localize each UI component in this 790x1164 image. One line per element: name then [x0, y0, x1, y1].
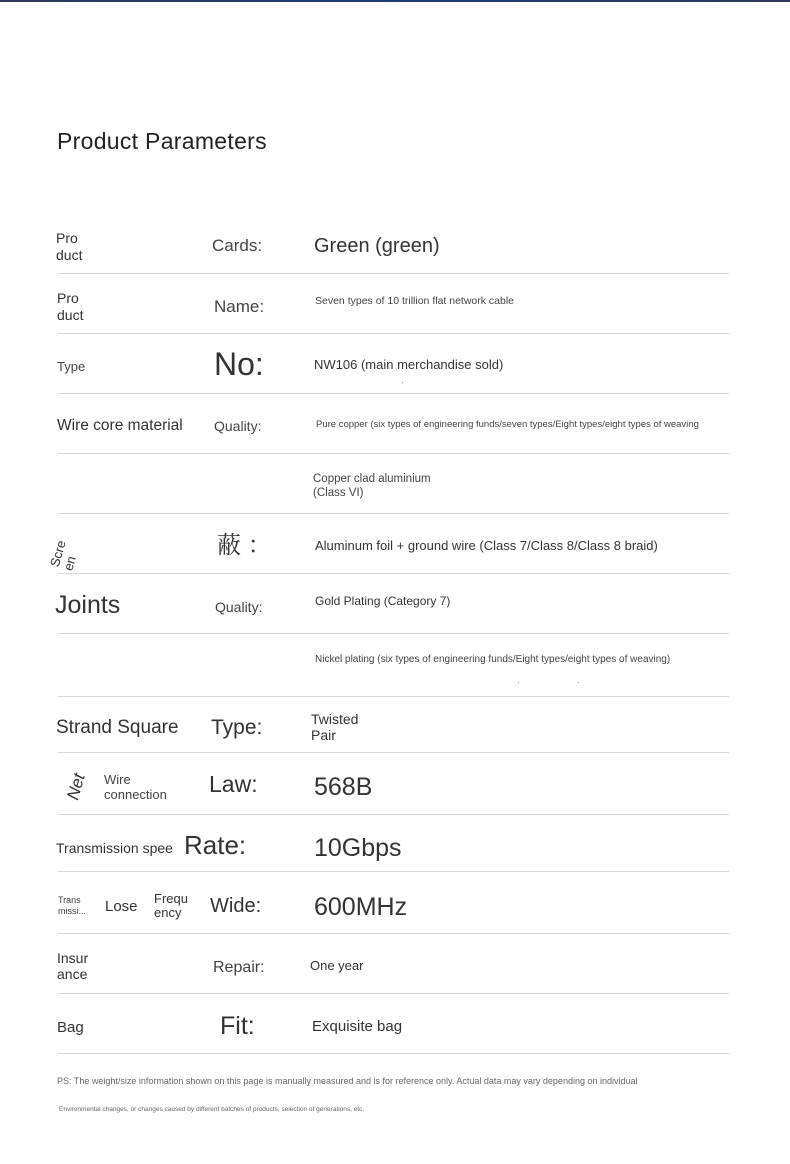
param-value: Seven types of 10 trillion flat network cable [315, 295, 515, 307]
param-row-nickel-plating [0, 640, 790, 697]
param-label: Bag [57, 1019, 84, 1036]
param-value: 10Gbps [314, 834, 402, 862]
param-key: Rate: [184, 830, 247, 860]
row-divider [58, 333, 729, 334]
footnote-line-1: PS: The weight/size information shown on this page is manually measured and is for reference only. Actual data may vary depending on individual [57, 1076, 638, 1086]
param-label: Type [57, 359, 86, 374]
param-label-secondary: Wire connection [104, 772, 167, 802]
param-row-product-name [0, 290, 790, 334]
param-key: Fit: [220, 1012, 255, 1040]
param-row-joints [0, 580, 790, 634]
top-accent-bar [0, 0, 790, 2]
param-row-type-no [0, 340, 790, 394]
row-divider [58, 933, 729, 934]
param-row-bandwidth [0, 878, 790, 934]
param-row-screen [0, 520, 790, 574]
param-key: Wide: [210, 895, 262, 917]
param-label: Insur ance [57, 950, 89, 982]
param-value: Twisted Pair [311, 711, 359, 743]
param-key: Name: [214, 297, 265, 316]
param-label: Wire core material [57, 417, 183, 434]
param-row-strand-square [0, 703, 790, 753]
row-divider [58, 752, 729, 753]
param-key: Cards: [212, 236, 263, 255]
param-row-copper-clad [0, 460, 790, 514]
param-value: One year [310, 958, 364, 973]
param-value: NW106 (main merchandise sold) [314, 357, 504, 372]
stray-dot [578, 682, 579, 683]
param-label: Strand Square [56, 717, 179, 738]
row-divider [58, 696, 729, 697]
row-divider [58, 1053, 729, 1054]
param-value: Green (green) [314, 235, 440, 257]
param-row-wire-connection [0, 759, 790, 815]
param-label: Net [63, 771, 89, 803]
row-divider [58, 993, 729, 994]
param-label: Pro duct [57, 290, 84, 323]
row-divider [58, 871, 729, 872]
param-label: Scre en [46, 538, 79, 573]
row-divider [58, 633, 729, 634]
param-row-warranty [0, 940, 790, 994]
param-key: 蔽 ： [217, 532, 272, 559]
param-key: Type: [211, 716, 263, 739]
row-divider [58, 513, 729, 514]
row-divider [58, 814, 729, 815]
param-key: Repair: [213, 959, 265, 976]
row-divider [58, 573, 729, 574]
param-value: Copper clad aluminium (Class VI) [313, 473, 431, 499]
param-row-packaging [0, 1000, 790, 1054]
param-value: Nickel plating (six types of engineering funds/Eight types/eight types of weaving) [315, 654, 671, 665]
param-label-tertiary: Frequ ency [154, 891, 188, 920]
page-title: Product Parameters [57, 128, 267, 154]
param-value: Gold Plating (Category 7) [315, 594, 451, 608]
param-label: Joints [55, 591, 121, 619]
param-value: Pure copper (six types of engineering funds/seven types/Eight types/eight types of weaving [316, 420, 699, 430]
stray-dot [402, 382, 403, 383]
param-value: Exquisite bag [312, 1018, 403, 1035]
param-key: Quality: [214, 418, 262, 434]
param-label: Pro duct [56, 230, 83, 263]
param-label: Transmission spee [56, 840, 173, 856]
stray-dot [518, 682, 519, 683]
row-divider [58, 453, 729, 454]
param-label: Trans missi... [58, 895, 86, 916]
param-value: 568B [314, 773, 373, 801]
param-key: No: [214, 346, 264, 382]
param-key: Law: [209, 771, 258, 797]
param-row-transmission-rate [0, 821, 790, 872]
row-divider [58, 273, 729, 274]
row-divider [58, 393, 729, 394]
param-value: 600MHz [314, 893, 408, 921]
footnote-line-2: Environmental changes, or changes caused by different batches of products, selection of generations, etc. [59, 1106, 365, 1113]
param-key: Quality: [215, 599, 263, 615]
param-value: Aluminum foil + ground wire (Class 7/Class 8/Class 8 braid) [315, 538, 658, 553]
param-row-product-cards [0, 230, 790, 274]
param-label-secondary: Lose [105, 898, 138, 915]
param-row-wire-core-material [0, 400, 790, 454]
